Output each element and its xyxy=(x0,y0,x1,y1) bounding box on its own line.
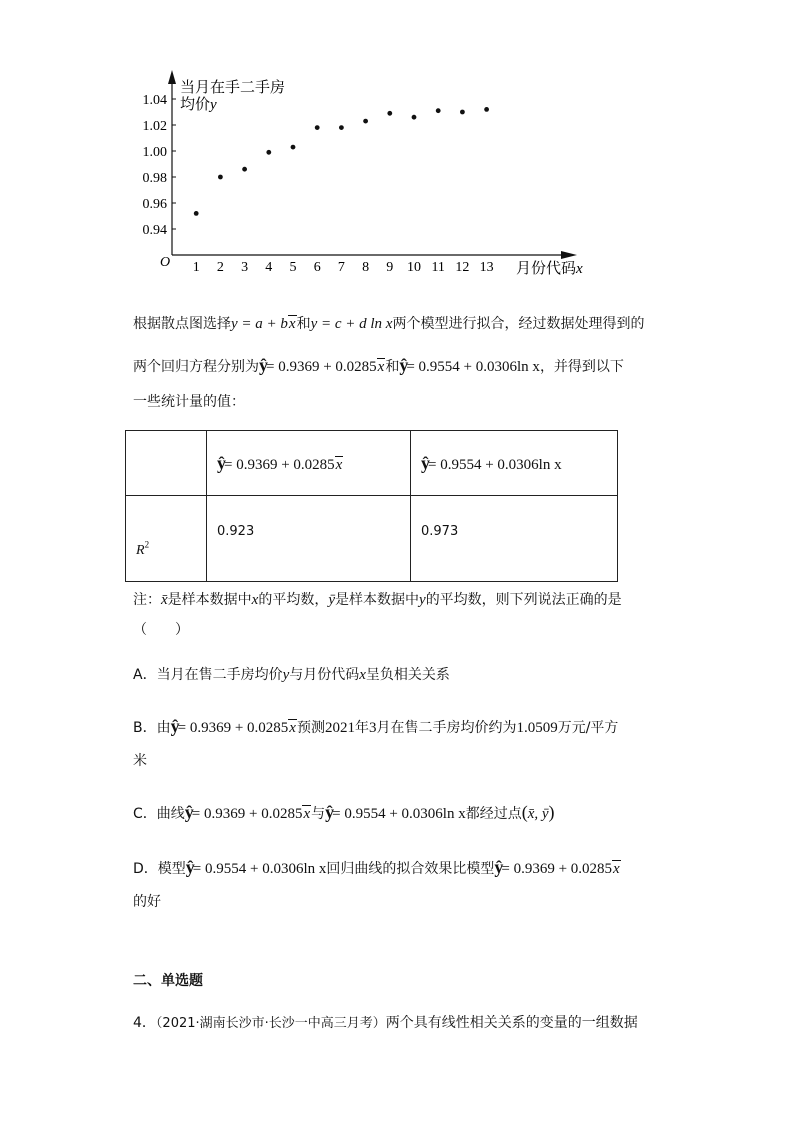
regression-eq-2: = 0.9554 + 0.0306ln x xyxy=(406,359,540,375)
y-hat-symbol: ŷ xyxy=(170,716,178,736)
y-tick-label: 0.96 xyxy=(142,197,167,212)
data-point xyxy=(460,110,465,115)
y-tick-label: 1.00 xyxy=(142,145,167,160)
intro-text-2: 两个模型进行拟合，经过数据处理得到的 xyxy=(392,316,645,332)
x-tick-label: 5 xyxy=(289,260,297,275)
table-row-r2 xyxy=(126,496,618,582)
y-tick-label: 1.04 xyxy=(142,93,167,108)
x-tick-label: 10 xyxy=(407,260,421,275)
data-point xyxy=(484,107,489,112)
data-point xyxy=(218,175,223,180)
data-point xyxy=(363,119,368,124)
data-point xyxy=(412,115,417,120)
x-tick-label: 11 xyxy=(431,260,445,275)
y-hat-symbol: ŷ xyxy=(325,802,333,822)
x-tick-label: 8 xyxy=(362,260,370,275)
y-hat-symbol: ŷ xyxy=(259,355,266,375)
data-point xyxy=(436,108,441,113)
table-corner-cell xyxy=(126,431,207,496)
x-tick-label: 9 xyxy=(386,260,394,275)
y-tick-label: 0.98 xyxy=(142,171,167,186)
y-hat-symbol: ŷ xyxy=(184,802,192,822)
option-b[interactable]: B．由ŷ= 0.9369 + 0.0285x预测2021年3月在售二手房均价约为1.0509万元/平方 xyxy=(133,716,619,736)
intro-line-3: 一些统计量的值： xyxy=(133,394,245,410)
statistics-table xyxy=(125,430,618,582)
x-tick-label: 1 xyxy=(192,260,200,275)
regression-eq-1: = 0.9369 + 0.0285x xyxy=(266,359,385,375)
section-title: 二、单选题 xyxy=(133,973,203,989)
data-point xyxy=(339,125,344,130)
option-d[interactable]: D．模型ŷ= 0.9554 + 0.0306ln x回归曲线的拟合效果比模型ŷ= 0.9369 + 0.0285x xyxy=(133,857,620,877)
option-d-cont: 的好 xyxy=(133,894,161,910)
y-tick-label: 0.94 xyxy=(142,223,167,238)
y-axis-label-line2: 均价y xyxy=(180,97,217,113)
data-point xyxy=(291,145,296,150)
option-a[interactable]: A．当月在售二手房均价y与月份代码x呈负相关关系 xyxy=(133,667,450,683)
y-axis-label-line1: 当月在手二手房 xyxy=(180,80,286,96)
x-tick-label: 4 xyxy=(265,260,273,275)
intro-and-2: 和 xyxy=(385,359,400,375)
y-hat-symbol: ŷ xyxy=(421,452,428,473)
x-tick-label: 12 xyxy=(455,260,470,275)
option-b-cont: 米 xyxy=(133,753,147,769)
y-hat-symbol: ŷ xyxy=(185,857,193,877)
model-1: y = a + bx xyxy=(231,316,296,332)
r-squared-value-1: 0.923 xyxy=(207,496,411,582)
data-point xyxy=(387,111,392,116)
data-point xyxy=(194,211,199,216)
scatter-chart xyxy=(0,0,794,290)
intro-and: 和 xyxy=(296,316,311,332)
r-squared-label: $R^2$ xyxy=(126,496,207,582)
x-tick-label: 2 xyxy=(216,260,224,275)
r-squared-value-2: 0.973 xyxy=(411,496,618,582)
option-c[interactable]: C．曲线ŷ= 0.9369 + 0.0285x与ŷ= 0.9554 + 0.0306ln x都经过点(x̄, ȳ) xyxy=(133,802,555,822)
intro-text-3: 两个回归方程分别为 xyxy=(133,359,259,375)
table-header-row xyxy=(126,431,618,496)
origin-label: O xyxy=(160,255,171,270)
note-line: 注：x̄是样本数据中x的平均数，ȳ是样本数据中y的平均数，则下列说法正确的是 xyxy=(133,592,622,608)
model-2: y = c + d ln x xyxy=(310,316,393,332)
intro-line-1 xyxy=(133,314,644,334)
x-axis-label: 月份代码x xyxy=(516,261,583,277)
y-hat-symbol: ŷ xyxy=(217,452,224,473)
question-4: 4．（2021·湖南长沙市·长沙一中高三月考）两个具有线性相关关系的变量的一组数据 xyxy=(133,1015,638,1031)
intro-text-4: ，并得到以下 xyxy=(539,359,624,375)
data-point xyxy=(266,150,271,155)
y-hat-symbol: ŷ xyxy=(399,355,407,375)
y-tick-label: 1.02 xyxy=(142,119,167,134)
data-point xyxy=(242,167,247,172)
intro-line-2 xyxy=(133,355,624,377)
x-tick-label: 3 xyxy=(241,260,249,275)
data-point xyxy=(315,125,320,130)
y-hat-symbol: ŷ xyxy=(494,857,502,877)
answer-paren: （ ） xyxy=(133,622,189,638)
y-axis-arrow xyxy=(168,70,176,84)
table-header-model-1: ŷ= 0.9369 + 0.0285x xyxy=(207,431,411,496)
x-tick-label: 7 xyxy=(337,260,345,275)
table-header-model-2: ŷ= 0.9554 + 0.0306ln x xyxy=(411,431,618,496)
intro-text: 根据散点图选择 xyxy=(133,316,231,332)
x-axis-arrow xyxy=(561,251,577,259)
x-tick-label: 13 xyxy=(479,260,494,275)
x-tick-label: 6 xyxy=(313,260,321,275)
